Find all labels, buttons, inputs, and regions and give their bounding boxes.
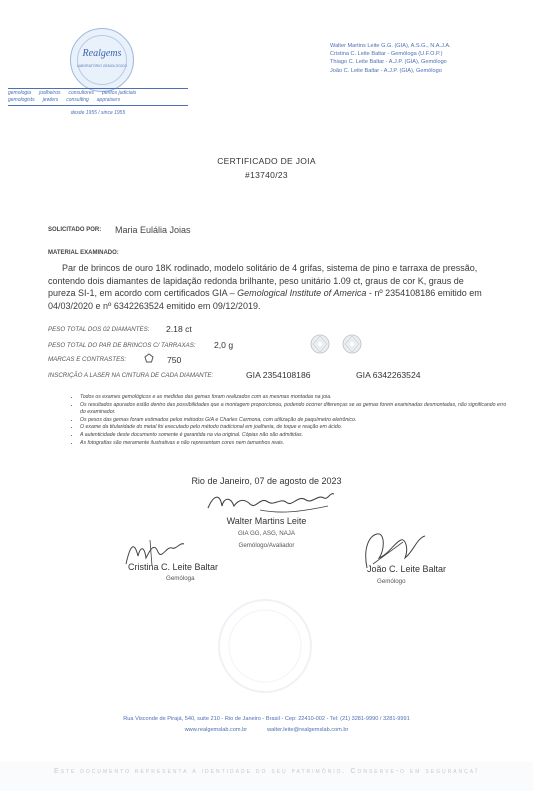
note-item: • Todos os exames gemológicos e as medidas das gemas foram realizados com as mesmas montadas na joia.: [80, 394, 510, 402]
staff-list: [330, 42, 530, 75]
service-pt-item: consultores: [68, 90, 95, 96]
bottom-band: [0, 762, 533, 791]
requested-value: Maria Eulália Joias: [115, 225, 191, 235]
signer-right-name: João C. Leite Baltar: [367, 564, 447, 574]
requested-label: SOLICITADO POR:: [48, 227, 102, 233]
notes-list: [70, 394, 510, 447]
material-description: [48, 262, 488, 312]
header-rule-top: [8, 88, 188, 89]
signer-right-role: Gemólogo: [377, 578, 406, 585]
note-item: • A autenticidade deste documento somente é garantida na via original. Cópias não são admitidas.: [80, 432, 510, 440]
diamond-earring-right: [343, 335, 361, 353]
place-date: Rio de Janeiro, 07 de agosto de 2023: [191, 476, 342, 486]
since-year: desde 1955 / since 1955: [70, 110, 126, 116]
service-en-item: gemologists: [8, 96, 35, 103]
weight-pair-label: PESO TOTAL DO PAR DE BRINCOS C/ TARRAXAS:: [48, 342, 196, 349]
note-item: • O exame da titularidade do metal foi executado pelo método tradicional em joalheria, de toque e reação em ácido.: [80, 424, 510, 432]
note-item: • As fotografias são meramente ilustrativas e não representam cores nem tamanhos reais.: [80, 440, 510, 448]
signer-left-role: Gemóloga: [166, 575, 195, 582]
laser-value-1: GIA 2354108186: [246, 370, 311, 380]
note-item: • Os pesos das gemas foram estimados pelos métodos GIA e Charles Carmona, com utilização de paquímetro eletrônico.: [80, 417, 510, 425]
staff-member: João C. Leite Baltar - A.J.P. (GIA), Gemólogo: [330, 67, 442, 74]
certificate-title: CERTIFICADO DE JOIA: [217, 156, 316, 166]
certificate-number: #13740/23: [245, 170, 288, 180]
footer-email[interactable]: walter.leite@realgemslab.com.br: [267, 727, 349, 733]
services-list: [8, 90, 198, 103]
weight-diamonds-label: PESO TOTAL DOS 02 DIAMANTES:: [48, 326, 150, 333]
signer-main-credentials: GIA GG, ASG, NAJA: [237, 530, 296, 537]
logo-subtitle: LABORATÓRIO GEMOLÓGICO: [76, 64, 128, 68]
material-text-institute: Gemological Institute of America: [237, 288, 367, 298]
header-rule-bottom: [8, 105, 188, 106]
service-en-item: appraisers: [96, 96, 121, 103]
footer-contacts: [0, 727, 533, 733]
logo-brand-name: Realgems: [82, 48, 122, 59]
service-pt-item: peritos judiciais: [102, 90, 137, 96]
earrings-photo: [308, 332, 364, 356]
laser-value-2: GIA 6342263524: [356, 370, 421, 380]
diamond-earring-left: [311, 335, 329, 353]
company-logo: [62, 28, 142, 90]
service-pt-item: gemologia: [8, 90, 32, 96]
service-pt-item: joalheiros: [39, 90, 61, 96]
staff-member: Cristina C. Leite Baltar - Gemóloga (U.F.O.P.): [330, 51, 443, 58]
signer-main-role: Gemólogo/Avaliador: [238, 542, 295, 549]
signer-main-name: Walter Martins Leite: [226, 516, 307, 526]
laser-label: INSCRIÇÃO A LASER NA CINTURA DE CADA DIAMANTE:: [48, 372, 214, 379]
signer-left-name: Cristina C. Leite Baltar: [128, 562, 219, 572]
service-en-item: jewlers: [42, 96, 59, 103]
services-en: [8, 97, 198, 104]
hallmark-icon: [144, 353, 154, 363]
material-text-end: - nº 2354108186 emitido em 04/03/2020 e nº 6342263524 emitido em 09/12/2019.: [48, 288, 482, 311]
note-item: • Os resultados apurados estão dentro das possibilidades que a montagem proporcionou, podendo ocorrer diferenças se as gemas forem examinadas desmontadas, não significando erro do examinador.: [80, 402, 510, 417]
footer-website[interactable]: www.realgemslab.com.br: [184, 727, 248, 733]
weight-pair-value: 2,0 g: [214, 340, 234, 350]
watermark-seal: [200, 596, 330, 696]
material-text-start: Par de brincos de ouro 18K rodinado, modelo solitário de 4 grifas, sistema de pino e tarraxa de pressão, contendo dois diamantes de lapidação redonda brilhante, peso unitário 1.09 ct, graus de cor K, graus de pureza SI-1, em acordo com certificados GIA –: [48, 263, 478, 298]
bottom-tagline: Este documento representa a identidade do seu patrimônio. Conserve-o em segurança!: [53, 768, 480, 775]
marks-value: 750: [167, 355, 182, 365]
logo-inner-ring: [77, 35, 127, 85]
service-en-item: consulting: [66, 96, 89, 103]
staff-member: Walter Martins Leite G.G. (GIA), A.S.G., N.A.J.A.: [330, 43, 451, 49]
staff-member: Thiago C. Leite Baltar - A.J.P. (GIA), Gemólogo: [330, 59, 447, 66]
weight-diamonds-value: 2.18 ct: [166, 324, 192, 334]
marks-label: MARCAS E CONTRASTES:: [48, 356, 127, 363]
material-label: MATERIAL EXAMINADO:: [48, 250, 119, 256]
footer-address: Rua Visconde de Pirajá, 540, suite 210 - Rio de Janeiro - Brasil - Cep: 22410-002 - Tel: (21) 3281-9990 / 3281-9991: [123, 716, 410, 722]
signature-walter: [200, 488, 340, 518]
